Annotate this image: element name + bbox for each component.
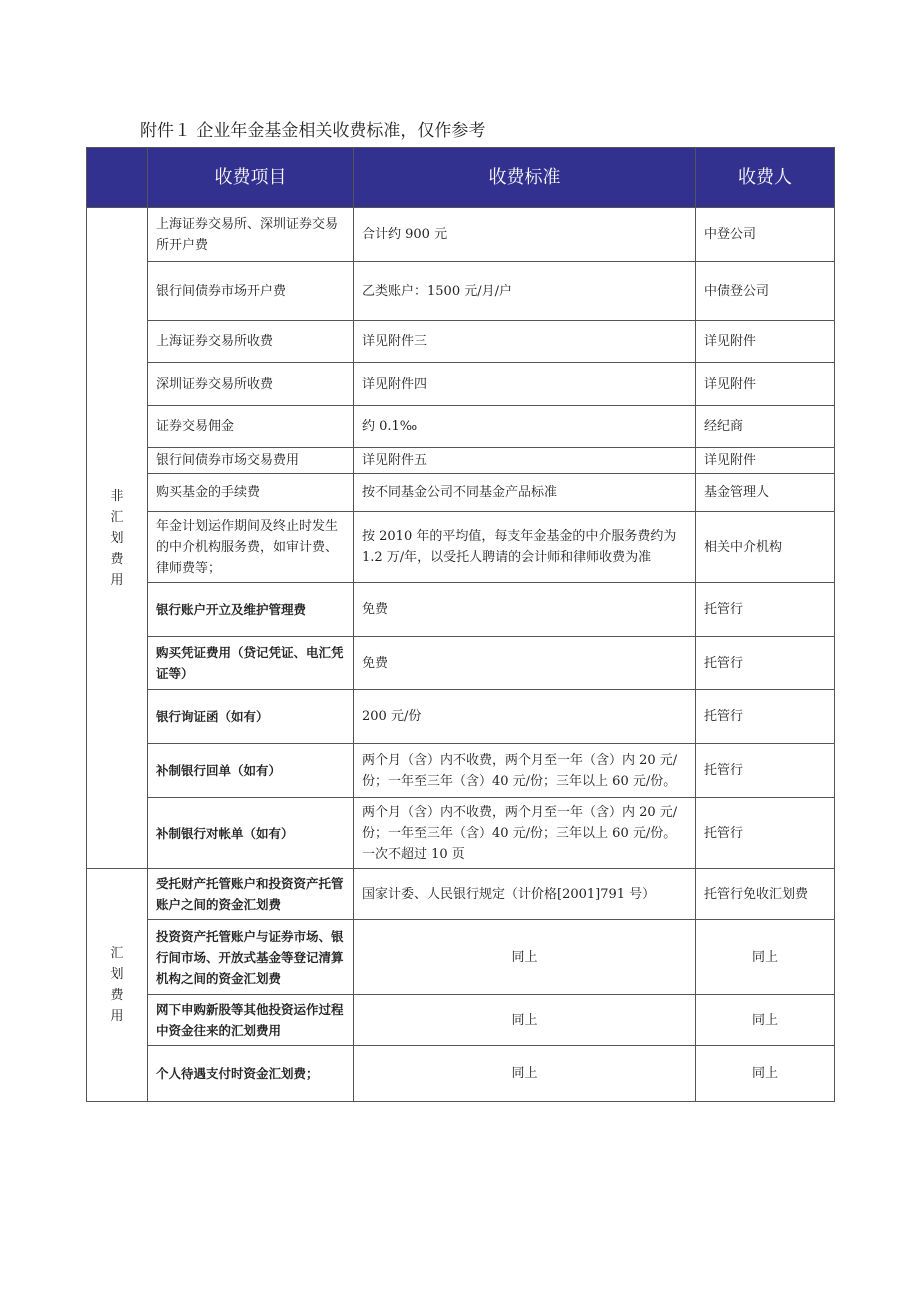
table-row	[87, 690, 835, 744]
standard-cell: 同上	[354, 995, 696, 1046]
item-cell: 受托财产托管账户和投资资产托管账户之间的资金汇划费	[148, 869, 354, 920]
standard-cell: 按 2010 年的平均值，每支年金基金的中介服务费约为 1.2 万/年，以受托人聘请的会计师和律师收费为准	[354, 512, 696, 583]
table-row	[87, 869, 835, 920]
item-cell: 投资资产托管账户与证券市场、银行间市场、开放式基金等登记清算机构之间的资金汇划费	[148, 920, 354, 995]
item-cell: 购买基金的手续费	[148, 474, 354, 512]
group-label-char: 费	[110, 551, 124, 567]
payee-cell: 中债登公司	[696, 262, 835, 321]
standard-cell: 国家计委、人民银行规定（计价格[2001]791 号）	[354, 869, 696, 920]
payee-cell: 托管行	[696, 744, 835, 798]
table-row	[87, 512, 835, 583]
item-cell: 补制银行回单（如有）	[148, 744, 354, 798]
item-cell: 银行间债券市场开户费	[148, 262, 354, 321]
item-cell: 上海证券交易所收费	[148, 321, 354, 363]
group-label	[87, 208, 148, 869]
table-row	[87, 1046, 835, 1102]
item-cell: 上海证券交易所、深圳证券交易所开户费	[148, 208, 354, 262]
item-cell: 银行询证函（如有）	[148, 690, 354, 744]
table-row	[87, 920, 835, 995]
header-payee: 收费人	[696, 148, 835, 208]
group-label-char: 划	[110, 530, 124, 546]
item-cell: 购买凭证费用（贷记凭证、电汇凭证等）	[148, 637, 354, 690]
standard-cell: 详见附件四	[354, 363, 696, 406]
standard-cell: 免费	[354, 637, 696, 690]
payee-cell: 托管行	[696, 583, 835, 637]
standard-cell: 合计约 900 元	[354, 208, 696, 262]
standard-cell: 两个月（含）内不收费，两个月至一年（含）内 20 元/份；一年至三年（含）40 元/份；三年以上 60 元/份。一次不超过 10 页	[354, 798, 696, 869]
group-label-char: 非	[110, 488, 124, 504]
item-cell: 个人待遇支付时资金汇划费；	[148, 1046, 354, 1102]
payee-cell: 同上	[696, 995, 835, 1046]
table-row	[87, 208, 835, 262]
standard-cell: 详见附件五	[354, 448, 696, 474]
payee-cell: 详见附件	[696, 363, 835, 406]
payee-cell: 托管行	[696, 798, 835, 869]
payee-cell: 经纪商	[696, 406, 835, 448]
standard-cell: 同上	[354, 1046, 696, 1102]
item-cell: 年金计划运作期间及终止时发生的中介机构服务费，如审计费、律师费等；	[148, 512, 354, 583]
item-cell: 网下申购新股等其他投资运作过程中资金往来的汇划费用	[148, 995, 354, 1046]
table-row	[87, 798, 835, 869]
table-row	[87, 406, 835, 448]
table-row	[87, 583, 835, 637]
header-item: 收费项目	[148, 148, 354, 208]
document-title: 附件１ 企业年金基金相关收费标准，仅作参考	[140, 121, 486, 141]
payee-cell: 托管行	[696, 637, 835, 690]
payee-cell: 相关中介机构	[696, 512, 835, 583]
group-label-char: 费	[110, 988, 124, 1003]
group-label-char: 汇	[110, 946, 124, 961]
payee-cell: 中登公司	[696, 208, 835, 262]
standard-cell: 详见附件三	[354, 321, 696, 363]
payee-cell: 托管行	[696, 690, 835, 744]
table-row	[87, 262, 835, 321]
standard-cell: 约 0.1‰	[354, 406, 696, 448]
payee-cell: 同上	[696, 1046, 835, 1102]
standard-cell: 同上	[354, 920, 696, 995]
group-label-char: 划	[110, 967, 124, 982]
group-label-char: 用	[110, 572, 124, 588]
payee-cell: 同上	[696, 920, 835, 995]
table-row	[87, 474, 835, 512]
table-row	[87, 744, 835, 798]
header-standard: 收费标准	[354, 148, 696, 208]
item-cell: 银行间债券市场交易费用	[148, 448, 354, 474]
group-label-char: 用	[110, 1009, 124, 1024]
header-group	[87, 148, 148, 208]
standard-cell: 两个月（含）内不收费，两个月至一年（含）内 20 元/份；一年至三年（含）40 元/份；三年以上 60 元/份。	[354, 744, 696, 798]
table-row	[87, 637, 835, 690]
standard-cell: 乙类账户：1500 元/月/户	[354, 262, 696, 321]
table-row	[87, 321, 835, 363]
table-row	[87, 448, 835, 474]
standard-cell: 按不同基金公司不同基金产品标准	[354, 474, 696, 512]
item-cell: 深圳证券交易所收费	[148, 363, 354, 406]
payee-cell: 详见附件	[696, 448, 835, 474]
item-cell: 银行账户开立及维护管理费	[148, 583, 354, 637]
fee-table	[86, 147, 835, 1102]
payee-cell: 基金管理人	[696, 474, 835, 512]
group-label-char: 汇	[110, 509, 124, 525]
payee-cell: 托管行免收汇划费	[696, 869, 835, 920]
table-header-row	[87, 148, 835, 208]
fee-table-body	[87, 208, 835, 1102]
standard-cell: 免费	[354, 583, 696, 637]
table-row	[87, 995, 835, 1046]
standard-cell: 200 元/份	[354, 690, 696, 744]
payee-cell: 详见附件	[696, 321, 835, 363]
table-row	[87, 363, 835, 406]
group-label	[87, 869, 148, 1102]
item-cell: 证券交易佣金	[148, 406, 354, 448]
item-cell: 补制银行对帐单（如有）	[148, 798, 354, 869]
